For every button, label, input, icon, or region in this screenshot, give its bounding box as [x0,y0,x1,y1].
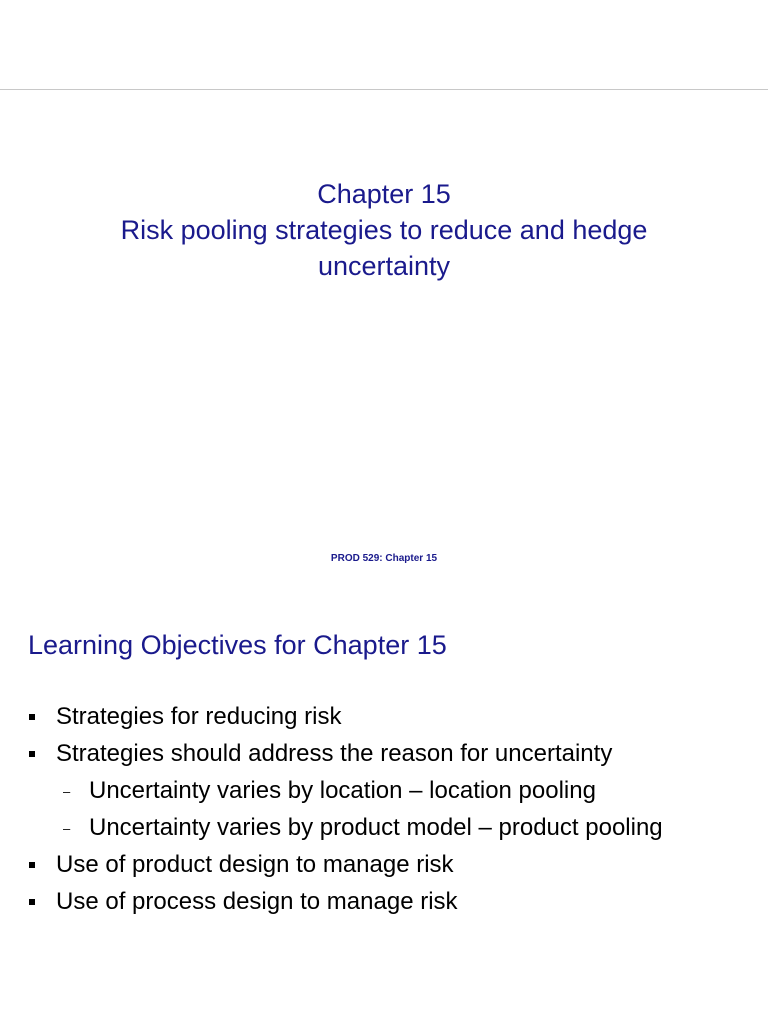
list-item-text: Strategies for reducing risk [56,703,342,730]
square-bullet-icon [29,714,35,720]
dash-bullet: – [63,784,71,799]
dash-bullet: – [63,821,71,836]
page-divider [0,89,768,90]
list-item-text: Use of process design to manage risk [56,888,458,915]
sub-list-item-text: Uncertainty varies by product model – product pooling [89,814,663,841]
title-line-1: Chapter 15 [317,179,451,209]
list-item-text: Use of product design to manage risk [56,851,454,878]
square-bullet-icon [29,899,35,905]
title-line-2: Risk pooling strategies to reduce and hedge [120,215,648,245]
section-heading: Learning Objectives for Chapter 15 [28,630,447,660]
title-line-3: uncertainty [317,251,451,281]
sub-list-item-text: Uncertainty varies by location – location pooling [89,777,596,804]
square-bullet-icon [29,862,35,868]
list-item-text: Strategies should address the reason for uncertainty [56,740,613,767]
slide-footer: PROD 529: Chapter 15 [330,553,438,564]
square-bullet-icon [29,751,35,757]
slide-title [0,176,768,284]
